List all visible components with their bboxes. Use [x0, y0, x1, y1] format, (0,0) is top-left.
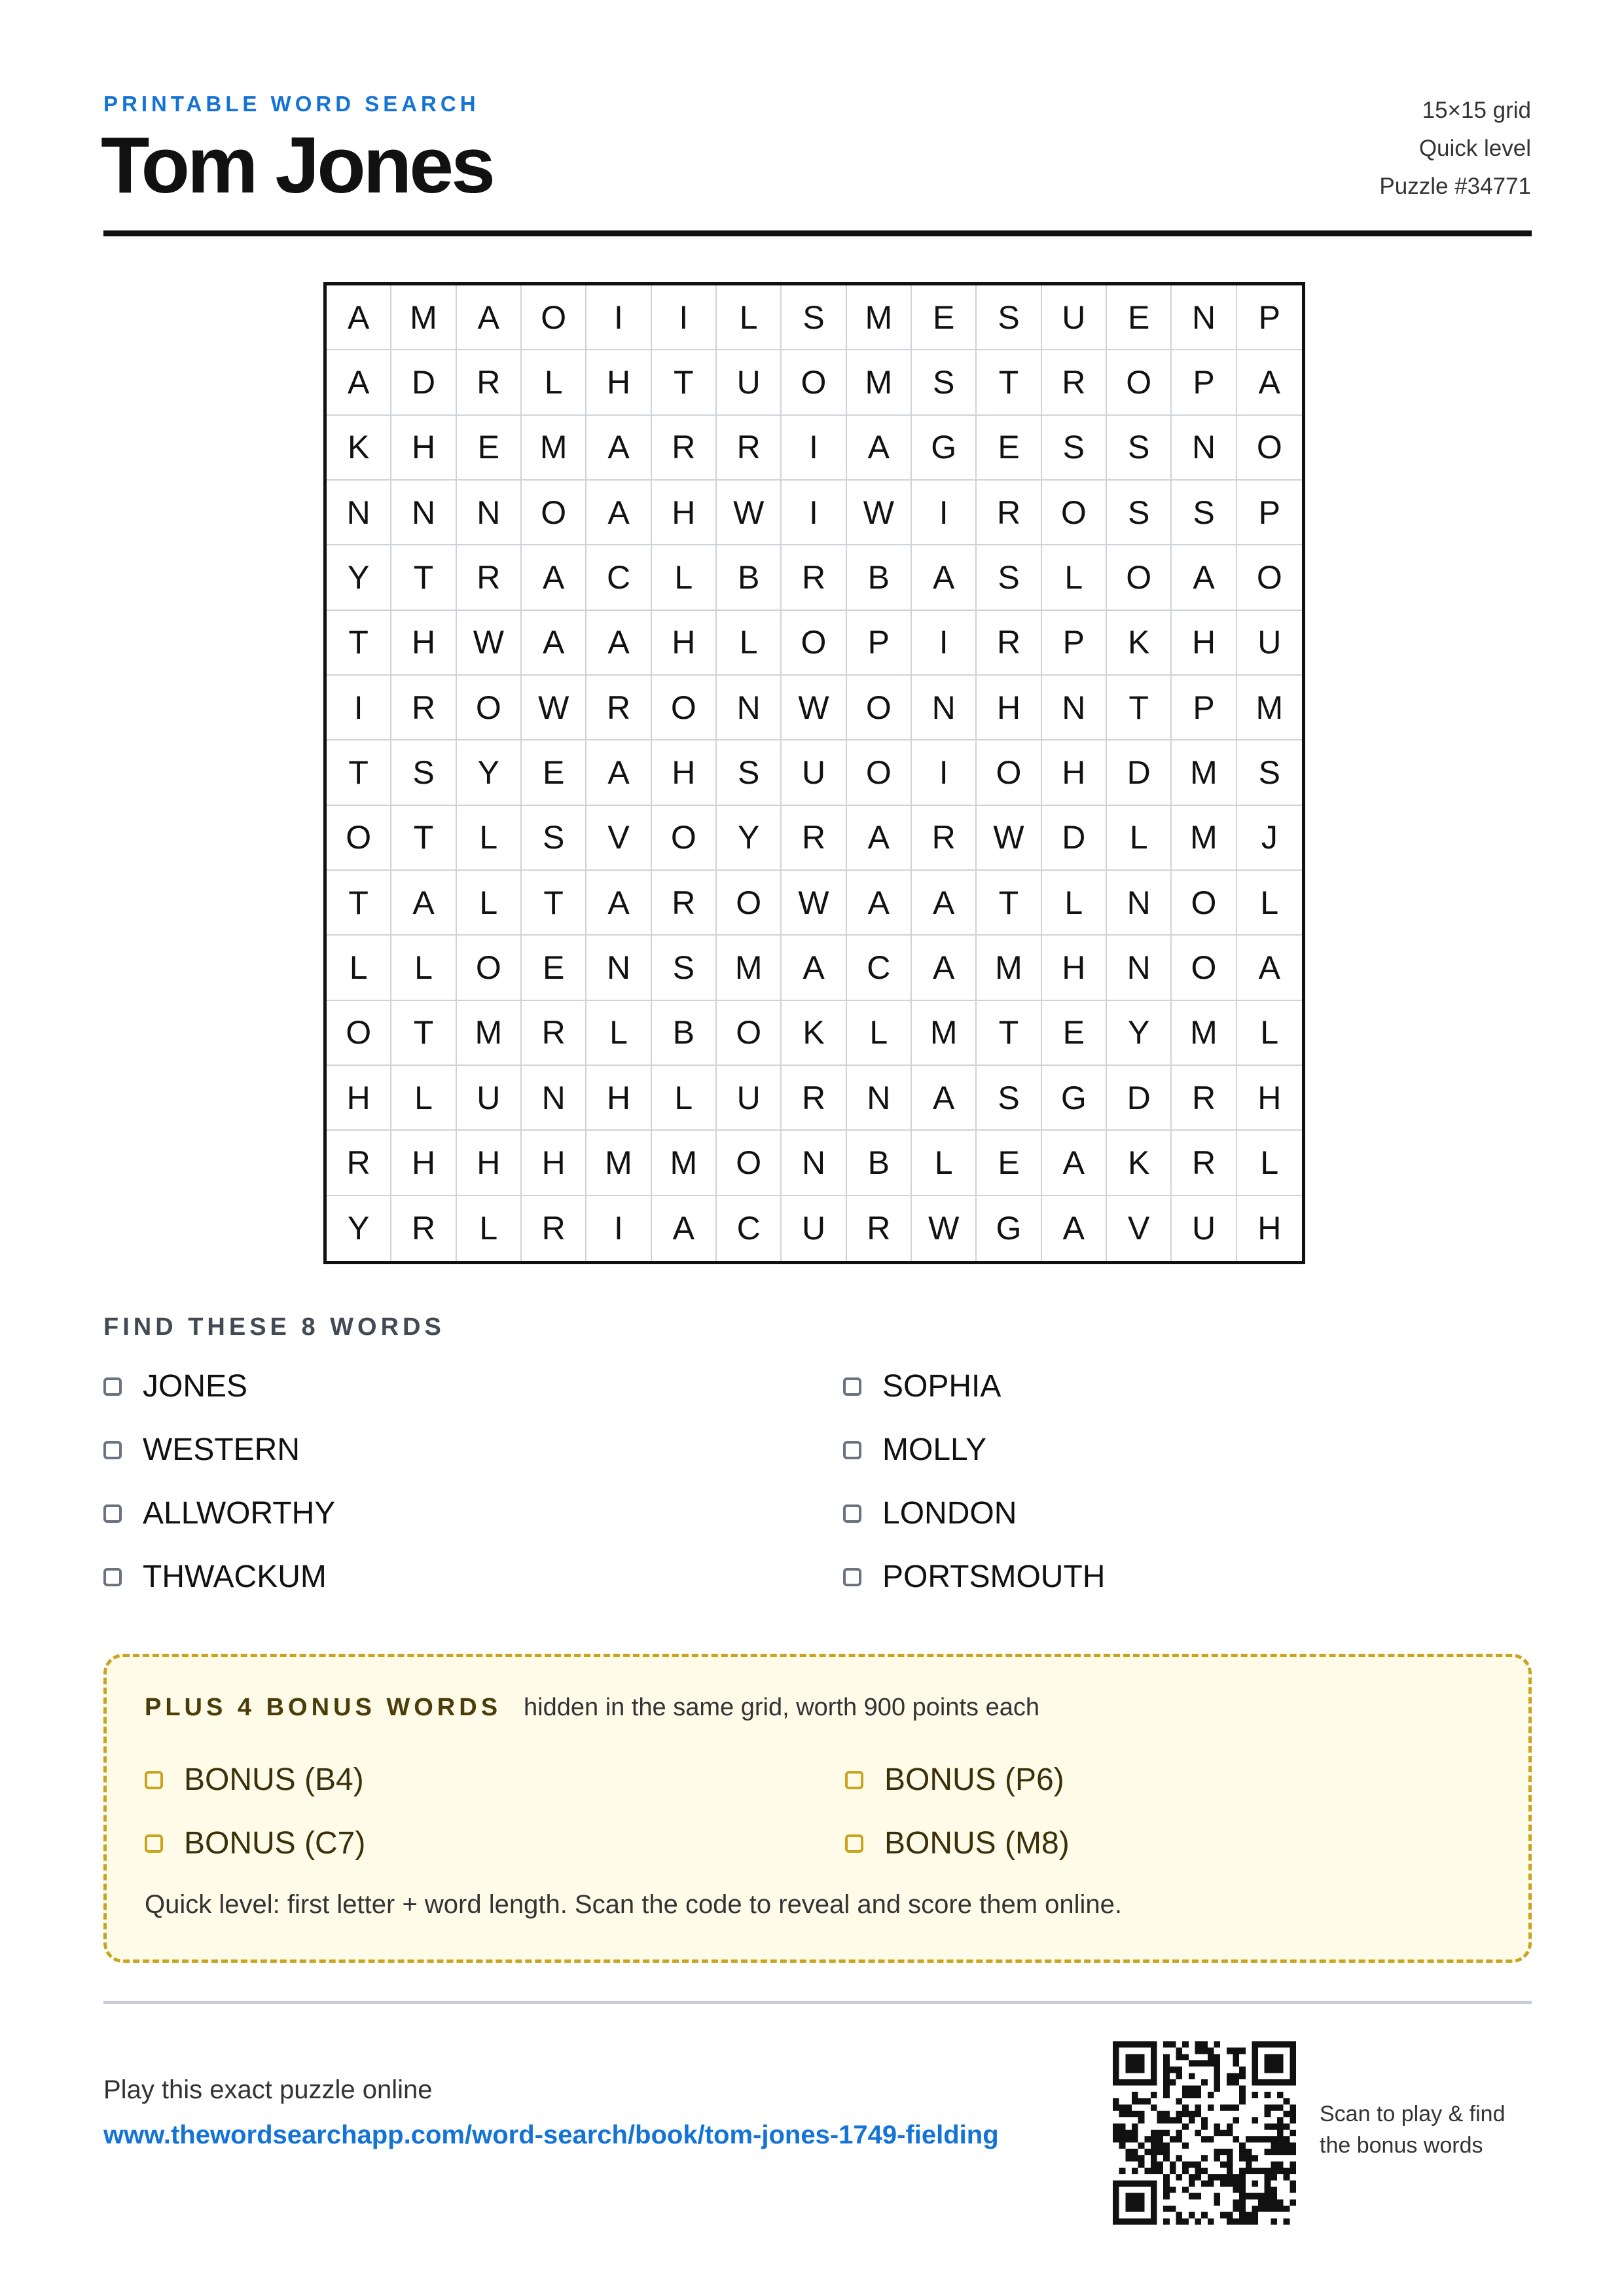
grid-cell[interactable]: A [327, 350, 391, 415]
checkbox-icon[interactable] [845, 1834, 863, 1853]
grid-cell[interactable]: L [327, 936, 391, 1000]
grid-cell[interactable]: R [782, 1066, 846, 1131]
play-online-label: Play this exact puzzle online [103, 2075, 433, 2104]
grid-cell[interactable]: V [1107, 1196, 1172, 1261]
grid-cell[interactable]: N [1042, 676, 1107, 740]
grid-cell[interactable]: S [912, 350, 977, 415]
grid-cell[interactable]: O [457, 936, 522, 1000]
grid-cell[interactable]: A [847, 806, 912, 871]
grid-cell[interactable]: P [1172, 676, 1236, 740]
eyebrow-label: PRINTABLE WORD SEARCH [103, 92, 480, 116]
grid-cell[interactable]: A [652, 1196, 717, 1261]
grid-cell[interactable]: O [327, 1001, 391, 1066]
grid-cell[interactable]: N [457, 481, 522, 545]
checkbox-icon[interactable] [843, 1504, 861, 1523]
grid-cell[interactable]: U [457, 1066, 522, 1131]
grid-cell[interactable]: S [977, 1066, 1041, 1131]
grid-cell[interactable]: Y [1107, 1001, 1172, 1066]
grid-cell[interactable]: U [717, 1066, 782, 1131]
grid-cell[interactable]: M [717, 936, 782, 1000]
grid-cell[interactable]: R [1172, 1066, 1236, 1131]
bonus-word-label: BONUS (M8) [884, 1826, 1070, 1861]
grid-cell[interactable]: S [1042, 416, 1107, 481]
grid-cell[interactable]: M [586, 1131, 651, 1195]
grid-cell[interactable]: R [977, 481, 1041, 545]
grid-cell[interactable]: A [1172, 545, 1236, 610]
bonus-note: Quick level: first letter + word length. Scan the code to reveal and score them online. [145, 1890, 1123, 1919]
grid-cell[interactable]: E [977, 1131, 1041, 1195]
qr-caption-line1: Scan to play & find [1320, 2102, 1506, 2126]
grid-cell[interactable]: T [391, 1001, 456, 1066]
grid-cell[interactable]: O [782, 611, 846, 676]
bonus-word-item[interactable] [145, 1762, 364, 1798]
checkbox-icon[interactable] [845, 1771, 863, 1789]
grid-cell[interactable]: R [847, 1196, 912, 1261]
grid-cell[interactable]: E [1107, 285, 1172, 350]
grid-cell[interactable]: U [782, 740, 846, 805]
grid-cell[interactable]: W [977, 806, 1041, 871]
grid-cell[interactable]: I [652, 285, 717, 350]
grid-cell[interactable]: H [457, 1131, 522, 1195]
grid-cell[interactable]: R [586, 676, 651, 740]
grid-cell[interactable]: A [847, 416, 912, 481]
grid-cell[interactable]: U [1237, 611, 1302, 676]
grid-cell[interactable]: S [717, 740, 782, 805]
grid-cell[interactable]: S [1107, 416, 1172, 481]
grid-cell[interactable]: D [1107, 740, 1172, 805]
grid-cell[interactable]: M [652, 1131, 717, 1195]
grid-cell[interactable]: H [586, 1066, 651, 1131]
grid-cell[interactable]: T [391, 806, 456, 871]
checkbox-icon[interactable] [103, 1441, 122, 1459]
grid-cell[interactable]: H [977, 676, 1041, 740]
grid-cell[interactable]: R [652, 871, 717, 936]
grid-cell[interactable]: E [977, 416, 1041, 481]
grid-cell[interactable]: R [912, 806, 977, 871]
grid-cell[interactable]: E [912, 285, 977, 350]
grid-cell[interactable]: L [1237, 871, 1302, 936]
word-label: WESTERN [143, 1432, 300, 1467]
checkbox-icon[interactable] [103, 1504, 122, 1523]
grid-cell[interactable]: Y [717, 806, 782, 871]
grid-cell[interactable]: W [522, 676, 586, 740]
grid-cell[interactable]: A [522, 611, 586, 676]
grid-cell[interactable]: H [586, 350, 651, 415]
grid-cell[interactable]: D [391, 350, 456, 415]
grid-cell[interactable]: I [327, 676, 391, 740]
grid-cell[interactable]: S [522, 806, 586, 871]
word-list-item[interactable] [843, 1432, 986, 1468]
word-label: PORTSMOUTH [882, 1559, 1106, 1594]
grid-cell[interactable]: R [782, 545, 846, 610]
grid-cell[interactable]: A [457, 285, 522, 350]
grid-cell[interactable]: A [1042, 1196, 1107, 1261]
grid-cell[interactable]: H [652, 740, 717, 805]
grid-cell[interactable]: H [1042, 936, 1107, 1000]
grid-cell[interactable]: M [847, 285, 912, 350]
grid-cell[interactable]: U [1042, 285, 1107, 350]
checkbox-icon[interactable] [145, 1834, 163, 1853]
grid-cell[interactable]: T [1107, 676, 1172, 740]
grid-cell[interactable]: A [586, 740, 651, 805]
grid-cell[interactable]: R [391, 1196, 456, 1261]
grid-cell[interactable]: L [717, 611, 782, 676]
grid-cell[interactable]: A [912, 871, 977, 936]
grid-cell[interactable]: N [782, 1131, 846, 1195]
word-list-item[interactable] [843, 1495, 1017, 1531]
grid-cell[interactable]: M [457, 1001, 522, 1066]
grid-cell[interactable]: W [717, 481, 782, 545]
word-label: ALLWORTHY [143, 1496, 336, 1531]
grid-cell[interactable]: Y [457, 740, 522, 805]
grid-cell[interactable]: Y [327, 1196, 391, 1261]
grid-cell[interactable]: L [391, 1066, 456, 1131]
grid-cell[interactable]: I [912, 611, 977, 676]
grid-cell[interactable]: T [652, 350, 717, 415]
checkbox-icon[interactable] [843, 1377, 861, 1396]
checkbox-icon[interactable] [103, 1377, 122, 1396]
grid-cell[interactable]: A [847, 871, 912, 936]
word-list-item[interactable] [103, 1368, 247, 1404]
grid-cell[interactable]: L [457, 806, 522, 871]
grid-cell[interactable]: V [586, 806, 651, 871]
grid-cell[interactable]: E [522, 936, 586, 1000]
grid-cell[interactable]: N [391, 481, 456, 545]
grid-cell[interactable]: H [1237, 1066, 1302, 1131]
qr-caption [1320, 2098, 1506, 2161]
grid-cell[interactable]: L [586, 1001, 651, 1066]
bonus-subtitle: hidden in the same grid, worth 900 points each [524, 1694, 1039, 1721]
grid-cell[interactable]: O [1172, 936, 1236, 1000]
grid-cell[interactable]: B [717, 545, 782, 610]
grid-cell[interactable]: O [1172, 871, 1236, 936]
grid-cell[interactable]: L [1237, 1001, 1302, 1066]
grid-cell[interactable]: M [1172, 1001, 1236, 1066]
grid-cell[interactable]: C [717, 1196, 782, 1261]
grid-cell[interactable]: H [327, 1066, 391, 1131]
grid-cell[interactable]: R [782, 806, 846, 871]
bonus-title: PLUS 4 BONUS WORDS [145, 1694, 502, 1721]
grid-cell[interactable]: R [457, 350, 522, 415]
grid-cell[interactable]: W [912, 1196, 977, 1261]
grid-cell[interactable]: B [847, 545, 912, 610]
grid-cell[interactable]: L [717, 285, 782, 350]
grid-cell[interactable]: T [522, 871, 586, 936]
grid-cell[interactable]: L [1042, 871, 1107, 936]
word-label: JONES [143, 1369, 248, 1404]
grid-cell[interactable]: I [912, 481, 977, 545]
grid-cell[interactable]: O [522, 285, 586, 350]
grid-cell[interactable]: O [1107, 350, 1172, 415]
grid-cell[interactable]: I [586, 1196, 651, 1261]
word-list-item[interactable] [103, 1559, 327, 1595]
grid-cell[interactable]: O [1237, 416, 1302, 481]
grid-cell[interactable]: Y [327, 545, 391, 610]
word-label: LONDON [882, 1496, 1017, 1531]
grid-cell[interactable]: W [782, 676, 846, 740]
grid-cell[interactable]: T [977, 1001, 1041, 1066]
grid-cell[interactable]: L [1237, 1131, 1302, 1195]
find-words-title: FIND THESE 8 WORDS [103, 1313, 445, 1341]
qr-code[interactable] [1113, 2041, 1296, 2225]
grid-cell[interactable]: L [912, 1131, 977, 1195]
grid-cell[interactable]: C [586, 545, 651, 610]
grid-cell[interactable]: A [1042, 1131, 1107, 1195]
grid-cell[interactable]: D [1107, 1066, 1172, 1131]
grid-cell[interactable]: U [1172, 1196, 1236, 1261]
bonus-word-label: BONUS (C7) [184, 1826, 366, 1861]
grid-cell[interactable]: N [912, 676, 977, 740]
grid-cell[interactable]: A [327, 285, 391, 350]
grid-cell[interactable]: H [391, 416, 456, 481]
grid-cell[interactable]: L [457, 1196, 522, 1261]
grid-cell[interactable]: B [652, 1001, 717, 1066]
checkbox-icon[interactable] [145, 1771, 163, 1789]
grid-cell[interactable]: O [652, 806, 717, 871]
grid-cell[interactable]: R [1172, 1131, 1236, 1195]
grid-cell[interactable]: M [522, 416, 586, 481]
grid-cell[interactable]: O [457, 676, 522, 740]
grid-cell[interactable]: L [847, 1001, 912, 1066]
grid-cell[interactable]: G [912, 416, 977, 481]
grid-cell[interactable]: A [586, 416, 651, 481]
grid-cell[interactable]: R [327, 1131, 391, 1195]
grid-cell[interactable]: N [586, 936, 651, 1000]
grid-cell[interactable]: S [1172, 481, 1236, 545]
grid-cell[interactable]: E [457, 416, 522, 481]
puzzle-id-label: Puzzle #34771 [1379, 173, 1531, 199]
grid-cell[interactable]: O [522, 481, 586, 545]
grid-cell[interactable]: O [847, 740, 912, 805]
grid-cell[interactable]: H [652, 481, 717, 545]
word-label: MOLLY [882, 1432, 987, 1467]
grid-cell[interactable]: R [717, 416, 782, 481]
grid-cell[interactable]: I [586, 285, 651, 350]
grid-cell[interactable]: A [586, 611, 651, 676]
grid-cell[interactable]: T [327, 871, 391, 936]
grid-cell[interactable]: O [782, 350, 846, 415]
grid-cell[interactable]: S [977, 545, 1041, 610]
grid-cell[interactable]: B [847, 1131, 912, 1195]
grid-cell[interactable]: L [1042, 545, 1107, 610]
grid-cell[interactable]: K [1107, 611, 1172, 676]
grid-cell[interactable]: M [391, 285, 456, 350]
grid-cell[interactable]: S [977, 285, 1041, 350]
grid-cell[interactable]: P [847, 611, 912, 676]
bonus-word-item[interactable] [145, 1825, 365, 1861]
grid-cell[interactable]: N [1172, 285, 1236, 350]
bonus-word-item[interactable] [845, 1762, 1064, 1798]
grid-cell[interactable]: L [652, 1066, 717, 1131]
grid-cell[interactable]: G [977, 1196, 1041, 1261]
grid-cell[interactable]: I [782, 481, 846, 545]
grid-cell[interactable]: O [652, 676, 717, 740]
grid-cell[interactable]: A [912, 1066, 977, 1131]
checkbox-icon[interactable] [103, 1568, 122, 1586]
bonus-word-item[interactable] [845, 1825, 1070, 1861]
grid-cell[interactable]: T [977, 350, 1041, 415]
grid-cell[interactable]: U [782, 1196, 846, 1261]
grid-cell[interactable]: R [522, 1001, 586, 1066]
grid-cell[interactable]: S [782, 285, 846, 350]
grid-cell[interactable]: R [977, 611, 1041, 676]
grid-cell[interactable]: J [1237, 806, 1302, 871]
grid-cell[interactable]: W [782, 871, 846, 936]
grid-cell[interactable]: T [977, 871, 1041, 936]
grid-cell[interactable]: O [977, 740, 1041, 805]
grid-cell[interactable]: I [912, 740, 977, 805]
grid-cell[interactable]: N [1107, 871, 1172, 936]
grid-cell[interactable]: O [1237, 545, 1302, 610]
bonus-word-label: BONUS (P6) [884, 1762, 1064, 1797]
grid-cell[interactable]: U [717, 350, 782, 415]
grid-cell[interactable]: P [1042, 611, 1107, 676]
play-online-link[interactable]: www.thewordsearchapp.com/word-search/book/tom-jones-1749-fielding [103, 2121, 999, 2149]
checkbox-icon[interactable] [843, 1568, 861, 1586]
grid-cell[interactable]: P [1237, 481, 1302, 545]
grid-cell[interactable]: M [1172, 740, 1236, 805]
grid-cell[interactable]: T [327, 740, 391, 805]
grid-cell[interactable]: M [977, 936, 1041, 1000]
grid-cell[interactable]: N [1107, 936, 1172, 1000]
grid-cell[interactable]: L [391, 936, 456, 1000]
grid-cell[interactable]: H [391, 1131, 456, 1195]
grid-cell[interactable]: R [457, 545, 522, 610]
grid-cell[interactable]: P [1172, 350, 1236, 415]
word-label: THWACKUM [143, 1559, 327, 1594]
grid-cell[interactable]: L [652, 545, 717, 610]
grid-cell[interactable]: O [717, 1131, 782, 1195]
grid-cell[interactable]: A [912, 936, 977, 1000]
grid-cell[interactable]: O [717, 871, 782, 936]
letter-grid[interactable] [323, 282, 1305, 1264]
grid-cell[interactable]: H [391, 611, 456, 676]
qr-caption-line2: the bonus words [1320, 2133, 1483, 2158]
footer-divider [103, 2001, 1532, 2004]
bonus-word-label: BONUS (B4) [184, 1762, 364, 1797]
grid-cell[interactable]: A [912, 545, 977, 610]
bonus-header [145, 1694, 1039, 1722]
header-divider [103, 230, 1532, 236]
grid-cell[interactable]: A [586, 871, 651, 936]
grid-cell[interactable]: H [522, 1131, 586, 1195]
level-label: Quick level [1418, 136, 1531, 161]
word-list-item[interactable] [843, 1368, 1001, 1404]
grid-cell[interactable]: N [717, 676, 782, 740]
grid-cell[interactable]: M [1237, 676, 1302, 740]
checkbox-icon[interactable] [843, 1441, 861, 1459]
grid-cell[interactable]: G [1042, 1066, 1107, 1131]
grid-cell[interactable]: R [391, 676, 456, 740]
grid-cell[interactable]: H [1042, 740, 1107, 805]
grid-cell[interactable]: E [522, 740, 586, 805]
grid-cell[interactable]: D [1042, 806, 1107, 871]
grid-cell[interactable]: S [391, 740, 456, 805]
grid-cell[interactable]: S [652, 936, 717, 1000]
page-title: Tom Jones [101, 120, 493, 210]
grid-cell[interactable]: H [652, 611, 717, 676]
grid-cell[interactable]: E [1042, 1001, 1107, 1066]
word-list-item[interactable] [103, 1495, 335, 1531]
grid-cell[interactable]: N [847, 1066, 912, 1131]
grid-cell[interactable]: T [391, 545, 456, 610]
grid-cell[interactable]: K [782, 1001, 846, 1066]
grid-cell[interactable]: O [327, 806, 391, 871]
grid-size-label: 15×15 grid [1422, 98, 1531, 123]
grid-cell[interactable]: N [1172, 416, 1236, 481]
grid-cell[interactable]: O [717, 1001, 782, 1066]
grid-cell[interactable]: A [782, 936, 846, 1000]
grid-cell[interactable]: P [1237, 285, 1302, 350]
grid-cell[interactable]: C [847, 936, 912, 1000]
word-list-item[interactable] [843, 1559, 1105, 1595]
bonus-panel [103, 1654, 1532, 1963]
grid-cell[interactable]: A [586, 481, 651, 545]
grid-cell[interactable]: H [1257, 1210, 1282, 1247]
grid-cell[interactable]: W [457, 611, 522, 676]
grid-cell[interactable]: N [522, 1066, 586, 1131]
grid-cell[interactable]: M [1172, 806, 1236, 871]
grid-cell[interactable]: M [847, 350, 912, 415]
grid-cell[interactable]: N [327, 481, 391, 545]
grid-cell[interactable]: O [1042, 481, 1107, 545]
grid-cell[interactable]: L [1107, 806, 1172, 871]
word-list-item[interactable] [103, 1432, 300, 1468]
word-label: SOPHIA [882, 1369, 1001, 1404]
grid-cell[interactable]: R [1042, 350, 1107, 415]
grid-cell[interactable]: L [522, 350, 586, 415]
grid-cell[interactable]: O [1107, 545, 1172, 610]
grid-cell[interactable]: L [457, 871, 522, 936]
puzzle-meta [1379, 92, 1531, 206]
grid-cell[interactable]: K [1107, 1131, 1172, 1195]
grid-cell[interactable]: A [391, 871, 456, 936]
grid-cell[interactable]: S [1107, 481, 1172, 545]
grid-cell[interactable]: T [327, 611, 391, 676]
grid-cell[interactable]: K [327, 416, 391, 481]
grid-cell[interactable]: M [912, 1001, 977, 1066]
grid-cell[interactable]: W [847, 481, 912, 545]
grid-cell[interactable]: R [522, 1196, 586, 1261]
grid-cell[interactable]: A [1237, 350, 1302, 415]
grid-cell[interactable]: R [652, 416, 717, 481]
grid-cell[interactable]: A [1237, 936, 1302, 1000]
grid-cell[interactable]: I [782, 416, 846, 481]
grid-cell[interactable]: A [522, 545, 586, 610]
grid-cell[interactable]: S [1237, 740, 1302, 805]
grid-cell[interactable]: H [1172, 611, 1236, 676]
grid-cell[interactable]: O [847, 676, 912, 740]
